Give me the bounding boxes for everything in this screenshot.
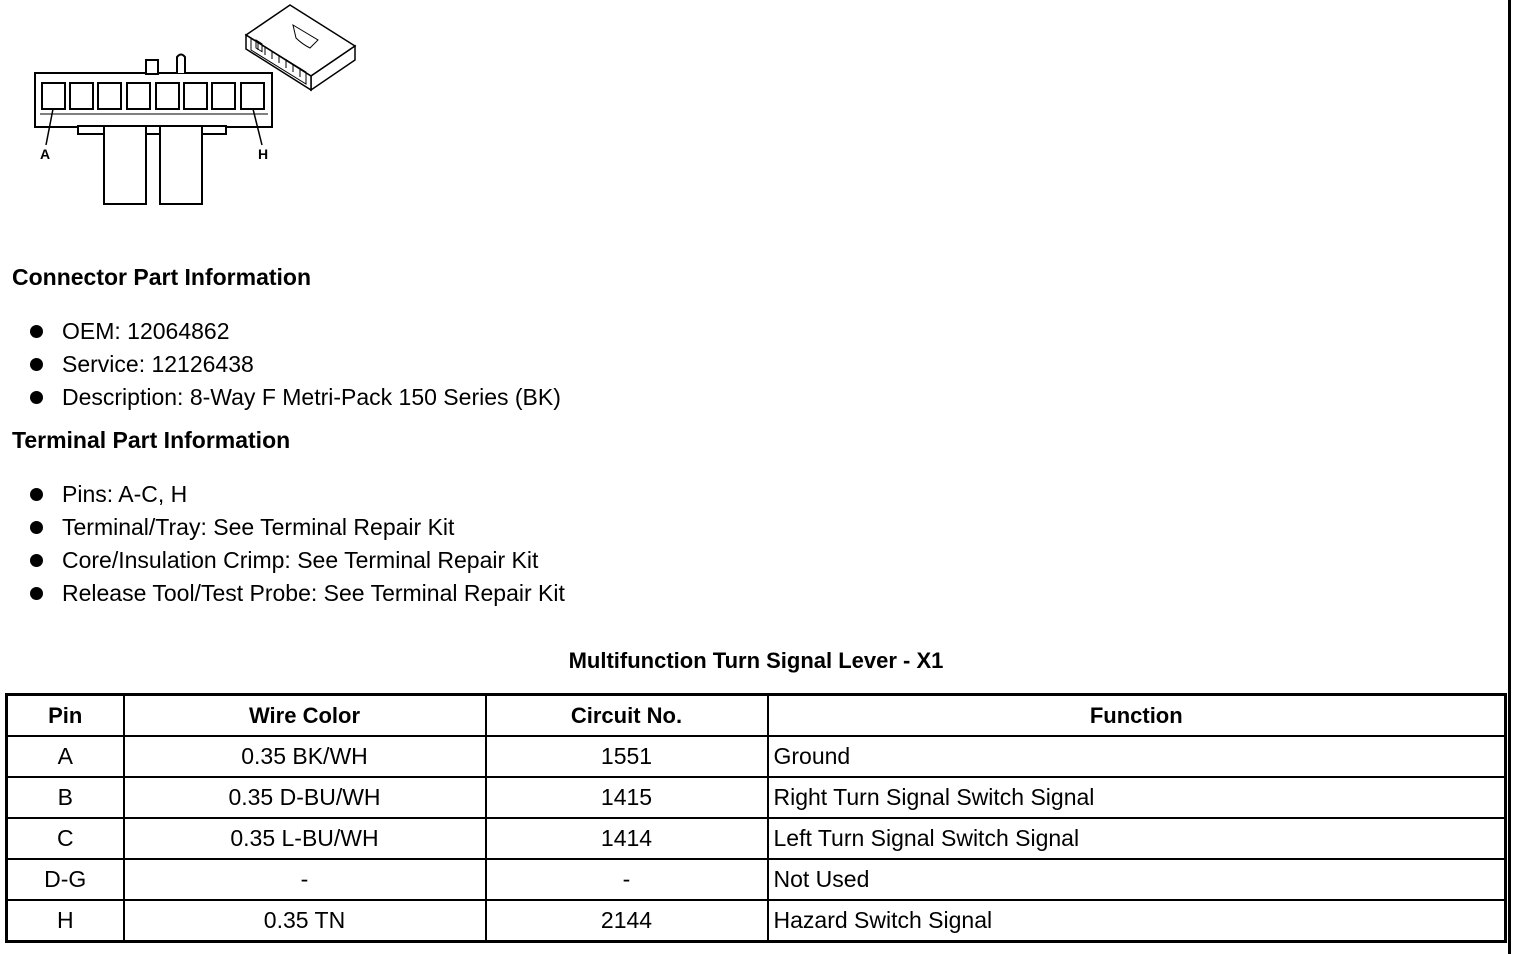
bullet-icon bbox=[30, 325, 43, 338]
header-pin: Pin bbox=[7, 695, 124, 737]
pin-label-h: H bbox=[258, 146, 269, 162]
cell-wire-color: - bbox=[124, 859, 486, 900]
pinout-table-title: Multifunction Turn Signal Lever - X1 bbox=[568, 648, 944, 673]
list-item: Terminal/Tray: See Terminal Repair Kit bbox=[28, 511, 565, 544]
cell-wire-color: 0.35 D-BU/WH bbox=[124, 777, 486, 818]
bullet-icon bbox=[30, 554, 43, 567]
cell-circuit-no: - bbox=[486, 859, 768, 900]
cell-wire-color: 0.35 L-BU/WH bbox=[124, 818, 486, 859]
connector-illustration bbox=[0, 0, 380, 215]
cell-pin: H bbox=[7, 900, 124, 942]
connector-face-view bbox=[35, 55, 272, 205]
cell-function: Left Turn Signal Switch Signal bbox=[768, 818, 1506, 859]
page-right-border bbox=[1508, 0, 1511, 954]
cell-function: Right Turn Signal Switch Signal bbox=[768, 777, 1506, 818]
list-item: Core/Insulation Crimp: See Terminal Repair Kit bbox=[28, 544, 565, 577]
list-item: Service: 12126438 bbox=[28, 348, 561, 381]
header-wire-color: Wire Color bbox=[124, 695, 486, 737]
harness-right bbox=[160, 126, 202, 204]
cell-circuit-no: 1414 bbox=[486, 818, 768, 859]
bullet-icon bbox=[30, 521, 43, 534]
cell-wire-color: 0.35 BK/WH bbox=[124, 736, 486, 777]
header-function: Function bbox=[768, 695, 1506, 737]
terminal-part-info-heading: Terminal Part Information bbox=[12, 427, 291, 453]
harness-left bbox=[104, 126, 146, 204]
table-header-row bbox=[7, 695, 1506, 737]
bullet-icon bbox=[30, 587, 43, 600]
list-item: Description: 8-Way F Metri-Pack 150 Series (BK) bbox=[28, 381, 561, 414]
table-row bbox=[7, 859, 1506, 900]
table-row bbox=[7, 900, 1506, 942]
cell-circuit-no: 1415 bbox=[486, 777, 768, 818]
cell-pin: C bbox=[7, 818, 124, 859]
cell-circuit-no: 2144 bbox=[486, 900, 768, 942]
cell-function: Hazard Switch Signal bbox=[768, 900, 1506, 942]
cell-function: Not Used bbox=[768, 859, 1506, 900]
connector-part-info-list bbox=[28, 315, 561, 414]
table-row bbox=[7, 818, 1506, 859]
pinout-table bbox=[5, 693, 1507, 943]
terminal-part-info-list bbox=[28, 478, 565, 610]
bullet-icon bbox=[30, 391, 43, 404]
cell-circuit-no: 1551 bbox=[486, 736, 768, 777]
table-row bbox=[7, 777, 1506, 818]
bullet-icon bbox=[30, 358, 43, 371]
cell-pin: D-G bbox=[7, 859, 124, 900]
list-item: OEM: 12064862 bbox=[28, 315, 561, 348]
list-item: Release Tool/Test Probe: See Terminal Repair Kit bbox=[28, 577, 565, 610]
list-item: Pins: A-C, H bbox=[28, 478, 565, 511]
connector-part-info-heading: Connector Part Information bbox=[12, 264, 312, 290]
table-row bbox=[7, 736, 1506, 777]
bullet-icon bbox=[30, 488, 43, 501]
cell-pin: A bbox=[7, 736, 124, 777]
cell-wire-color: 0.35 TN bbox=[124, 900, 486, 942]
header-circuit-no: Circuit No. bbox=[486, 695, 768, 737]
pin-label-a: A bbox=[40, 146, 51, 162]
connector-latch bbox=[146, 60, 158, 74]
cell-function: Ground bbox=[768, 736, 1506, 777]
cell-pin: B bbox=[7, 777, 124, 818]
